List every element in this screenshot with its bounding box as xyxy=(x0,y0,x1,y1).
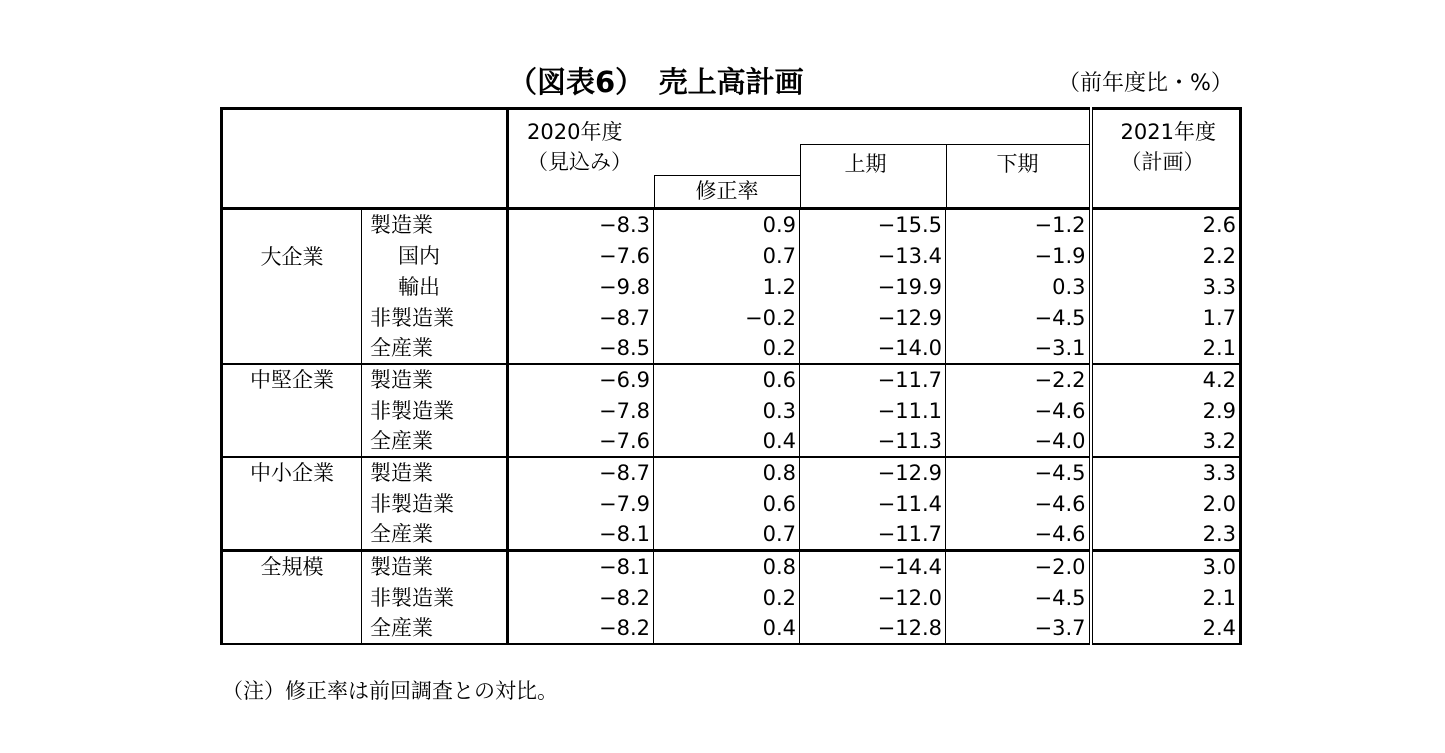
value-2021: 3.2 xyxy=(1091,426,1241,457)
value-2020: −8.5 xyxy=(508,333,654,364)
footnote: （注）修正率は前回調査との対比。 xyxy=(222,679,558,703)
value-revision: 0.4 xyxy=(654,613,800,644)
value-h1: −12.9 xyxy=(800,302,946,333)
value-h1: −11.4 xyxy=(800,488,946,519)
value-h1: −13.4 xyxy=(800,240,946,271)
value-2021: 3.0 xyxy=(1091,551,1241,583)
value-2021: 2.2 xyxy=(1091,240,1241,271)
value-h2: −2.0 xyxy=(946,551,1091,583)
value-revision: 0.7 xyxy=(654,519,800,551)
value-revision: 0.2 xyxy=(654,333,800,364)
row-label: 全産業 xyxy=(362,426,508,457)
value-2021: 2.1 xyxy=(1091,582,1241,613)
value-h2: 0.3 xyxy=(946,271,1091,302)
value-revision: 0.3 xyxy=(654,395,800,426)
row-label: 国内 xyxy=(362,240,508,271)
group-label: 全規模 xyxy=(222,551,362,645)
value-revision: 0.6 xyxy=(654,488,800,519)
value-h2: −4.6 xyxy=(946,519,1091,551)
row-label: 非製造業 xyxy=(362,302,508,333)
row-label: 全産業 xyxy=(362,333,508,364)
value-2020: −8.1 xyxy=(508,551,654,583)
value-h2: −4.5 xyxy=(946,302,1091,333)
table-row xyxy=(222,364,1241,395)
value-2020: −9.8 xyxy=(508,271,654,302)
row-label: 製造業 xyxy=(362,551,508,583)
value-h2: −4.0 xyxy=(946,426,1091,457)
value-revision: 0.8 xyxy=(654,457,800,488)
value-h1: −11.7 xyxy=(800,519,946,551)
header-blank xyxy=(222,109,362,209)
value-h2: −3.1 xyxy=(946,333,1091,364)
value-2020: −8.2 xyxy=(508,582,654,613)
value-2020: −7.6 xyxy=(508,426,654,457)
table-row xyxy=(222,240,1241,271)
table-row xyxy=(222,271,1241,302)
table-row xyxy=(222,457,1241,488)
value-2020: −8.1 xyxy=(508,519,654,551)
header-revision: 修正率 xyxy=(654,175,800,207)
value-2021: 2.3 xyxy=(1091,519,1241,551)
value-h2: −1.9 xyxy=(946,240,1091,271)
value-h1: −12.0 xyxy=(800,582,946,613)
header-blank-2 xyxy=(362,109,508,209)
value-revision: 0.6 xyxy=(654,364,800,395)
value-2021: 3.3 xyxy=(1091,271,1241,302)
row-label: 非製造業 xyxy=(362,395,508,426)
value-2020: −7.6 xyxy=(508,240,654,271)
table-row xyxy=(222,613,1241,644)
row-label: 製造業 xyxy=(362,457,508,488)
header-revision-cell xyxy=(654,109,800,209)
unit-label: （前年度比・%） xyxy=(1058,71,1233,96)
value-2020: −6.9 xyxy=(508,364,654,395)
table-row xyxy=(222,519,1241,551)
header-2020: 2020年度 （見込み） xyxy=(508,109,654,209)
value-2021: 2.4 xyxy=(1091,613,1241,644)
value-2021: 2.6 xyxy=(1091,209,1241,241)
value-h1: −11.3 xyxy=(800,426,946,457)
value-2021: 2.9 xyxy=(1091,395,1241,426)
value-2020: −8.3 xyxy=(508,209,654,241)
row-label: 全産業 xyxy=(362,519,508,551)
value-h2: −1.2 xyxy=(946,209,1091,241)
table-row xyxy=(222,302,1241,333)
header-h2-cell xyxy=(946,109,1091,209)
header-h1: 上期 xyxy=(800,144,946,207)
value-h1: −11.1 xyxy=(800,395,946,426)
table-row xyxy=(222,395,1241,426)
value-revision: 0.9 xyxy=(654,209,800,241)
value-h1: −19.9 xyxy=(800,271,946,302)
value-2021: 1.7 xyxy=(1091,302,1241,333)
value-revision: 1.2 xyxy=(654,271,800,302)
table-row xyxy=(222,488,1241,519)
value-h1: −12.9 xyxy=(800,457,946,488)
value-2021: 3.3 xyxy=(1091,457,1241,488)
value-h2: −4.5 xyxy=(946,457,1091,488)
value-revision: 0.8 xyxy=(654,551,800,583)
table-row xyxy=(222,209,1241,241)
row-label: 非製造業 xyxy=(362,488,508,519)
value-2020: −8.7 xyxy=(508,302,654,333)
group-label: 大企業 xyxy=(222,209,362,365)
page-title: （図表6） 売上高計画 xyxy=(508,65,804,99)
value-2021: 4.2 xyxy=(1091,364,1241,395)
value-2020: −8.2 xyxy=(508,613,654,644)
value-2020: −7.8 xyxy=(508,395,654,426)
table-row xyxy=(222,426,1241,457)
table-row xyxy=(222,551,1241,583)
row-label: 輸出 xyxy=(362,271,508,302)
table-row xyxy=(222,582,1241,613)
value-h1: −11.7 xyxy=(800,364,946,395)
group-label: 中堅企業 xyxy=(222,364,362,457)
value-revision: 0.2 xyxy=(654,582,800,613)
row-label: 全産業 xyxy=(362,613,508,644)
value-h2: −3.7 xyxy=(946,613,1091,644)
value-2020: −8.7 xyxy=(508,457,654,488)
header-h2: 下期 xyxy=(946,144,1089,207)
value-h1: −12.8 xyxy=(800,613,946,644)
value-h1: −15.5 xyxy=(800,209,946,241)
row-label: 製造業 xyxy=(362,364,508,395)
header-h1-cell xyxy=(800,109,946,209)
value-revision: −0.2 xyxy=(654,302,800,333)
header-2021: 2021年度 （計画） xyxy=(1091,109,1241,209)
sales-plan-table xyxy=(220,107,1242,645)
value-h2: −2.2 xyxy=(946,364,1091,395)
value-2020: −7.9 xyxy=(508,488,654,519)
value-revision: 0.7 xyxy=(654,240,800,271)
value-h2: −4.6 xyxy=(946,395,1091,426)
row-label: 製造業 xyxy=(362,209,508,241)
row-label: 非製造業 xyxy=(362,582,508,613)
value-2021: 2.0 xyxy=(1091,488,1241,519)
value-h2: −4.5 xyxy=(946,582,1091,613)
value-h1: −14.4 xyxy=(800,551,946,583)
header-row xyxy=(222,109,1241,209)
value-h1: −14.0 xyxy=(800,333,946,364)
value-h2: −4.6 xyxy=(946,488,1091,519)
value-2021: 2.1 xyxy=(1091,333,1241,364)
group-label: 中小企業 xyxy=(222,457,362,551)
value-revision: 0.4 xyxy=(654,426,800,457)
table-row xyxy=(222,333,1241,364)
